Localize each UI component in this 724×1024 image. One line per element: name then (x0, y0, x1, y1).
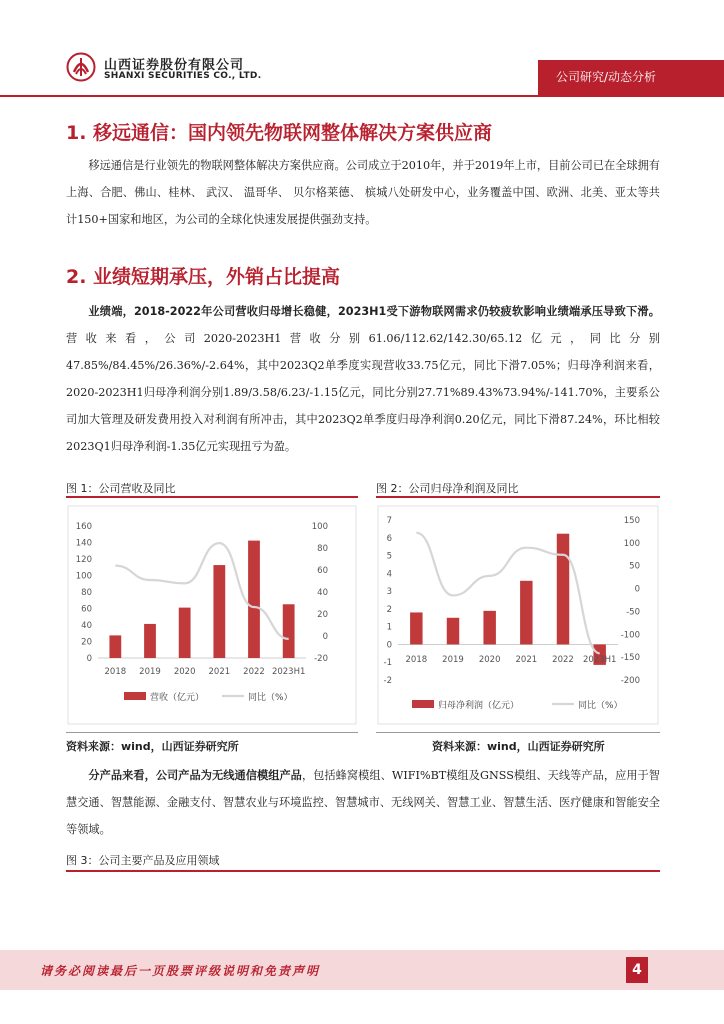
figure-2-title: 图 2：公司归母净利润及同比 (376, 482, 519, 495)
page-number: 4 (626, 957, 648, 983)
x-tick-label: 2022 (243, 667, 265, 677)
x-tick-label: 2023H1 (271, 667, 306, 677)
bar-2021 (213, 565, 225, 658)
figure-2-net-profit-chart (376, 500, 660, 730)
y-left-tick-label: 4 (386, 569, 392, 580)
bar-2018 (109, 635, 121, 658)
section-2-body: 营收来看，公司2020-2023H1营收分别61.06/112.62/142.30/65.12亿元，同比分别47.85%/84.45%/26.36%/-2.64%，其中2023Q2单季度实现营收33.75亿元，同比下滑7.05%；归母净利润来看，2020-2023H1归母净利润分别1.89/3.58/6.23/-1.15亿元，同比分别27.71%89.43%73.94%/-141.70%，主要系公司加大管理及研发费用投入对利润有所冲击，其中2023Q2单季度归母净利润0.20亿元，同比下滑87.24%，环比相较2023Q1归母净利润-1.35亿元实现扭亏为盈。 (66, 332, 660, 453)
y-left-tick-label: 7 (386, 516, 392, 526)
legend-bar-label: 营收（亿元） (150, 693, 205, 703)
y-left-tick-label: 80 (81, 588, 92, 598)
bar-2021 (520, 581, 532, 645)
figure-3-title: 图 3：公司主要产品及应用领域 (66, 854, 220, 867)
y-right-tick-label: -150 (620, 653, 640, 664)
x-tick-label: 2021 (515, 655, 538, 665)
section-2-paragraph (66, 298, 660, 460)
y-right-tick-label: -20 (314, 654, 328, 664)
y-left-tick-label: 0 (386, 640, 392, 651)
y-left-tick-label: -1 (383, 658, 392, 669)
y-right-tick-label: -50 (626, 607, 640, 618)
figure-2-bottom-rule (376, 732, 660, 733)
y-left-tick-label: 160 (75, 522, 92, 532)
y-left-tick-label: 0 (86, 654, 92, 664)
yoy-line (416, 533, 599, 654)
yoy-line (115, 543, 288, 639)
y-left-tick-label: -2 (383, 676, 392, 686)
y-left-tick-label: 120 (75, 555, 92, 565)
y-left-tick-label: 6 (386, 533, 392, 544)
y-left-tick-label: 3 (386, 587, 392, 598)
section-1-title: 1. 移远通信：国内领先物联网整体解决方案供应商 (66, 122, 493, 144)
products-body: ，包括蜂窝模组、WIFI%BT模组及GNSS模组、天线等产品，应用于智慧交通、智慧能源、金融支付、智慧农业与环境监控、智慧城市、无线网关、智慧工业、智慧生活、医疗健康和智能安全等领域。 (66, 769, 660, 836)
legend-line-label: 同比（%） (578, 701, 623, 711)
y-left-tick-label: 60 (81, 604, 92, 615)
company-name-cn: 山西证券股份有限公司 (104, 58, 245, 73)
y-right-tick-label: 100 (311, 522, 328, 532)
figure-1-title: 图 1：公司营收及同比 (66, 482, 176, 495)
figure-1-source: 资料来源：wind，山西证券研究所 (66, 740, 239, 753)
y-right-tick-label: 20 (317, 610, 328, 620)
report-type-label: 公司研究/动态分析 (556, 70, 657, 84)
y-left-tick-label: 1 (386, 622, 392, 633)
y-left-tick-label: 5 (386, 551, 392, 562)
y-right-tick-label: 50 (629, 561, 640, 572)
bar-2022 (248, 541, 260, 658)
figure-2-source: 资料来源：wind，山西证券研究所 (432, 740, 605, 753)
x-tick-label: 2020 (478, 655, 501, 665)
legend-bar-swatch (124, 692, 146, 700)
y-right-tick-label: 150 (623, 516, 640, 526)
figure-1-revenue-chart (66, 500, 358, 730)
bar-2019 (144, 624, 156, 658)
legend-bar-swatch (412, 700, 434, 708)
y-left-tick-label: 40 (81, 621, 92, 631)
figure-1-bottom-rule (66, 732, 358, 733)
chart-frame (68, 506, 356, 724)
section-1-paragraph: 移远通信是行业领先的物联网整体解决方案供应商。公司成立于2010年，并于2019年上市，目前公司已在全球拥有上海、合肥、佛山、桂林、 武汉、 温哥华、 贝尔格莱德、 槟城八处研发中心，业务覆盖中国、欧洲、北美、亚太等共计150+国家和地区，为公司的全球化快速发展提供强劲支持。 (66, 159, 660, 226)
x-tick-label: 2020 (173, 667, 196, 677)
legend-line-label: 同比（%） (248, 693, 293, 703)
y-right-tick-label: 0 (634, 584, 640, 595)
y-left-tick-label: 20 (81, 637, 92, 648)
bar-2019 (447, 618, 459, 645)
y-right-tick-label: 0 (322, 632, 328, 642)
x-tick-label: 2019 (139, 667, 161, 677)
y-left-tick-label: 140 (75, 538, 92, 549)
products-lead: 分产品来看，公司产品为无线通信模组产品 (88, 769, 302, 782)
y-right-tick-label: 100 (623, 538, 640, 549)
y-right-tick-label: 60 (317, 566, 328, 576)
bar-2023H1 (283, 604, 295, 658)
footer-disclaimer: 请务必阅读最后一页股票评级说明和免责声明 (40, 964, 321, 978)
x-tick-label: 2019 (442, 655, 464, 665)
x-tick-label: 2023H1 (582, 655, 617, 665)
section-2-lead: 业绩端，2018-2022年公司营收归母增长稳健，2023H1受下游物联网需求仍较疲软影响业绩端承压导致下滑。 (88, 305, 660, 318)
legend-bar-label: 归母净利润（亿元） (438, 701, 520, 711)
header-divider (0, 95, 724, 97)
x-tick-label: 2021 (208, 667, 231, 677)
y-right-tick-label: 80 (317, 544, 328, 554)
products-paragraph (66, 762, 660, 843)
x-tick-label: 2018 (405, 655, 428, 665)
figure-3-top-rule (66, 870, 660, 872)
y-right-tick-label: 40 (317, 588, 328, 598)
x-tick-label: 2018 (104, 667, 127, 677)
figure-2-top-rule (376, 496, 660, 498)
company-name-en: SHANXI SECURITIES CO., LTD. (104, 71, 262, 81)
company-logo-icon (66, 52, 96, 82)
y-right-tick-label: -200 (620, 676, 640, 686)
bar-2020 (483, 611, 495, 645)
y-left-tick-label: 100 (75, 571, 92, 582)
y-right-tick-label: -100 (620, 630, 640, 641)
y-left-tick-label: 2 (386, 604, 392, 615)
bar-2018 (410, 612, 422, 644)
x-tick-label: 2022 (552, 655, 574, 665)
section-2-title: 2. 业绩短期承压，外销占比提高 (66, 266, 341, 288)
bar-2022 (557, 534, 569, 645)
bar-2020 (179, 608, 191, 658)
figure-1-top-rule (66, 496, 358, 498)
